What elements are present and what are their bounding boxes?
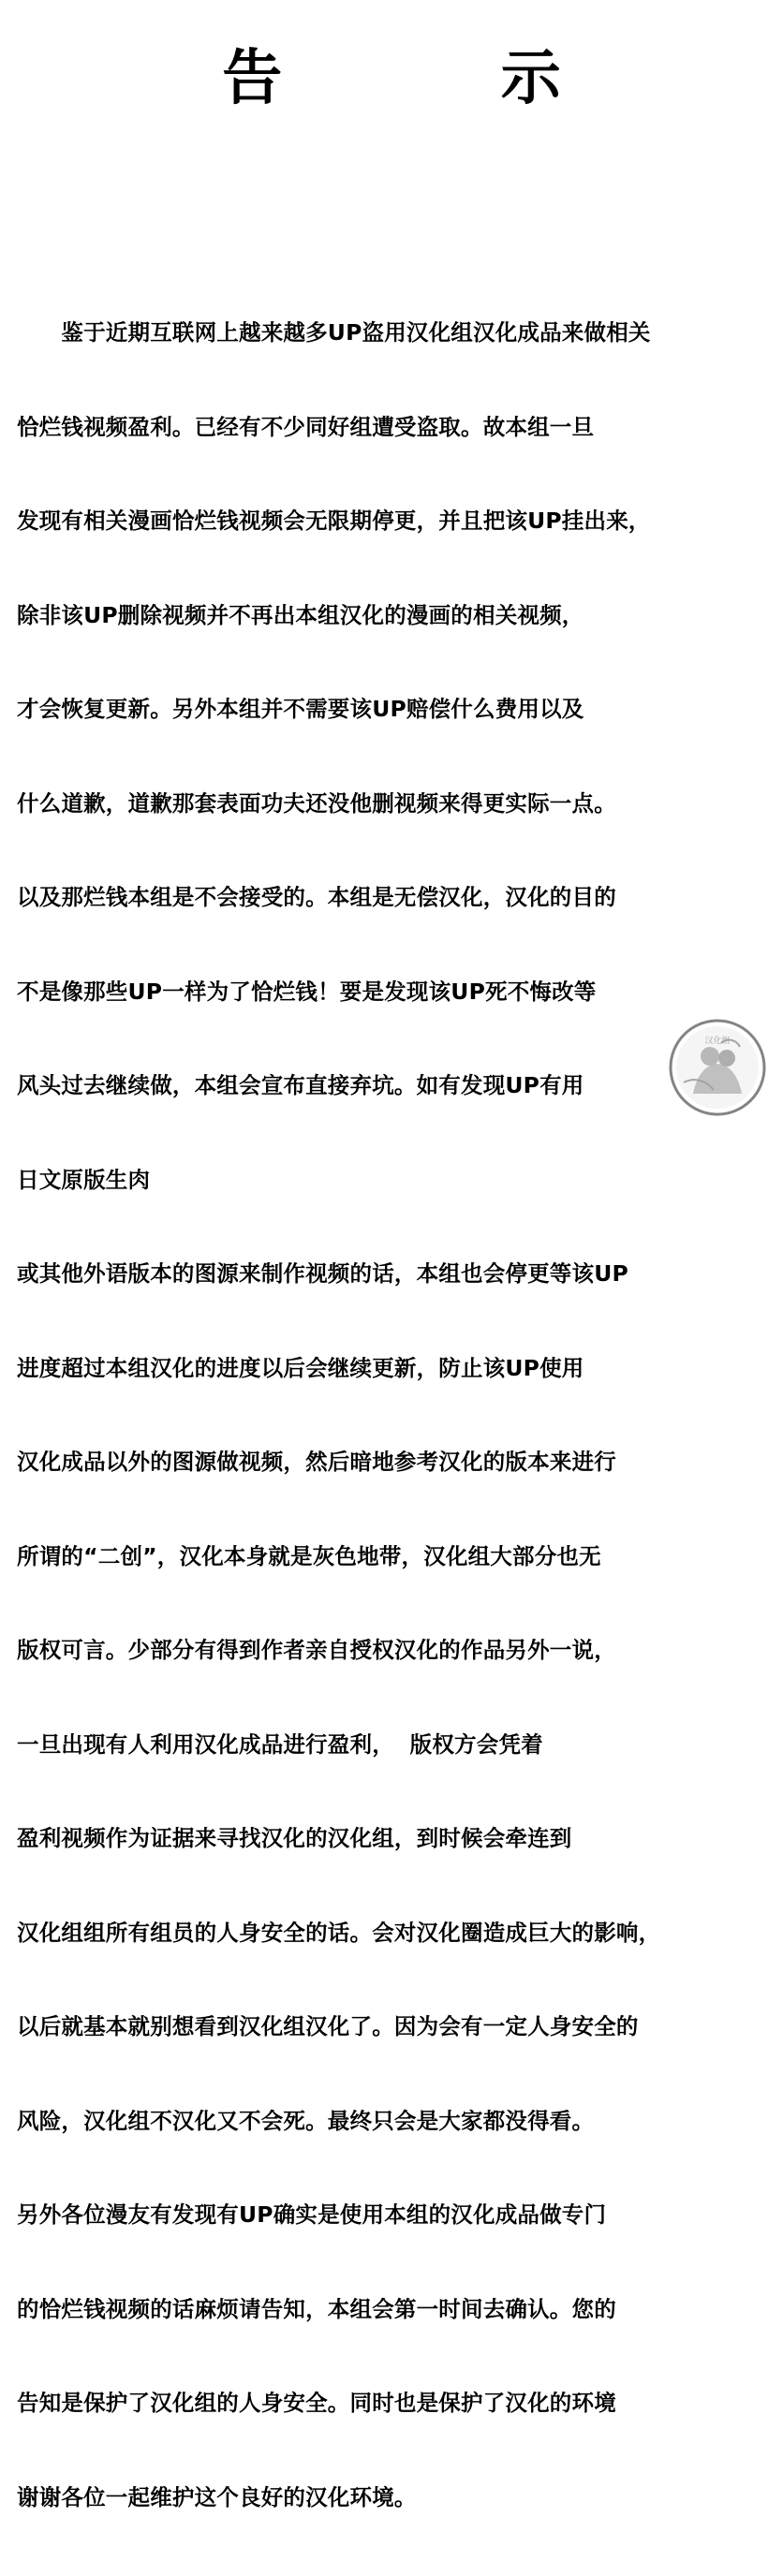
notice-paragraph: 所谓的“二创”，汉化本身就是灰色地带，汉化组大部分也无 bbox=[17, 1542, 601, 1569]
notice-paragraph: 版权可言。少部分有得到作者亲自授权汉化的作品另外一说， bbox=[17, 1637, 616, 1663]
notice-paragraph: 以及那烂钱本组是不会接受的。本组是无偿汉化，汉化的目的 bbox=[17, 884, 616, 910]
notice-paragraph: 一旦出现有人利用汉化成品进行盈利， 版权方会凭着 bbox=[17, 1730, 543, 1758]
notice-paragraph: 发现有相关漫画恰烂钱视频会无限期停更，并且把该UP挂出来， bbox=[17, 508, 651, 534]
notice-paragraph: 风险，汉化组不汉化又不会死。最终只会是大家都没得看。 bbox=[17, 2107, 595, 2134]
notice-paragraph: 鉴于近期互联网上越来越多UP盗用汉化组汉化成品来做相关 bbox=[17, 319, 651, 346]
notice-paragraph: 恰烂钱视频盈利。已经有不少同好组遭受盗取。故本组一旦 bbox=[17, 413, 595, 440]
notice-paragraph: 除非该UP删除视频并不再出本组汉化的漫画的相关视频， bbox=[17, 601, 584, 628]
notice-paragraph: 另外各位漫友有发现有UP确实是使用本组的汉化成品做专门 bbox=[17, 2201, 607, 2228]
notice-paragraph: 以后就基本就别想看到汉化组汉化了。因为会有一定人身安全的 bbox=[17, 2013, 639, 2039]
notice-paragraph: 告知是保护了汉化组的人身安全。同时也是保护了汉化的环境 bbox=[17, 2390, 616, 2416]
notice-paragraph: 谢谢各位一起维护这个良好的汉化环境。 bbox=[17, 2483, 417, 2510]
notice-paragraph: 或其他外语版本的图源来制作视频的话，本组也会停更等该UP bbox=[17, 1260, 628, 1287]
notice-paragraph: 汉化成品以外的图源做视频，然后暗地参考汉化的版本来进行 bbox=[17, 1449, 616, 1475]
notice-paragraph: 盈利视频作为证据来寻找汉化的汉化组，到时候会牵连到 bbox=[17, 1825, 572, 1851]
svg-text:汉化组: 汉化组 bbox=[704, 1037, 731, 1046]
watermark-stamp-icon bbox=[665, 1015, 770, 1120]
notice-paragraph: 日文原版生肉 bbox=[17, 1166, 151, 1193]
notice-paragraph: 的恰烂钱视频的话麻烦请告知，本组会第一时间去确认。您的 bbox=[17, 2295, 616, 2322]
page-title: 告 示 bbox=[222, 44, 594, 113]
notice-paragraph: 什么道歉，道歉那套表面功夫还没他删视频来得更实际一点。 bbox=[17, 789, 616, 817]
notice-paragraph: 才会恢复更新。另外本组并不需要该UP赔偿什么费用以及 bbox=[17, 696, 584, 722]
notice-paragraph: 汉化组组所有组员的人身安全的话。会对汉化圈造成巨大的影响， bbox=[17, 1919, 661, 1946]
notice-body bbox=[17, 255, 772, 2576]
notice-paragraph: 风头过去继续做，本组会宣布直接弃坑。如有发现UP有用 bbox=[17, 1072, 584, 1098]
notice-paragraph: 不是像那些UP一样为了恰烂钱！要是发现该UP死不悔改等 bbox=[17, 978, 597, 1005]
notice-paragraph: 进度超过本组汉化的进度以后会继续更新，防止该UP使用 bbox=[17, 1354, 584, 1381]
